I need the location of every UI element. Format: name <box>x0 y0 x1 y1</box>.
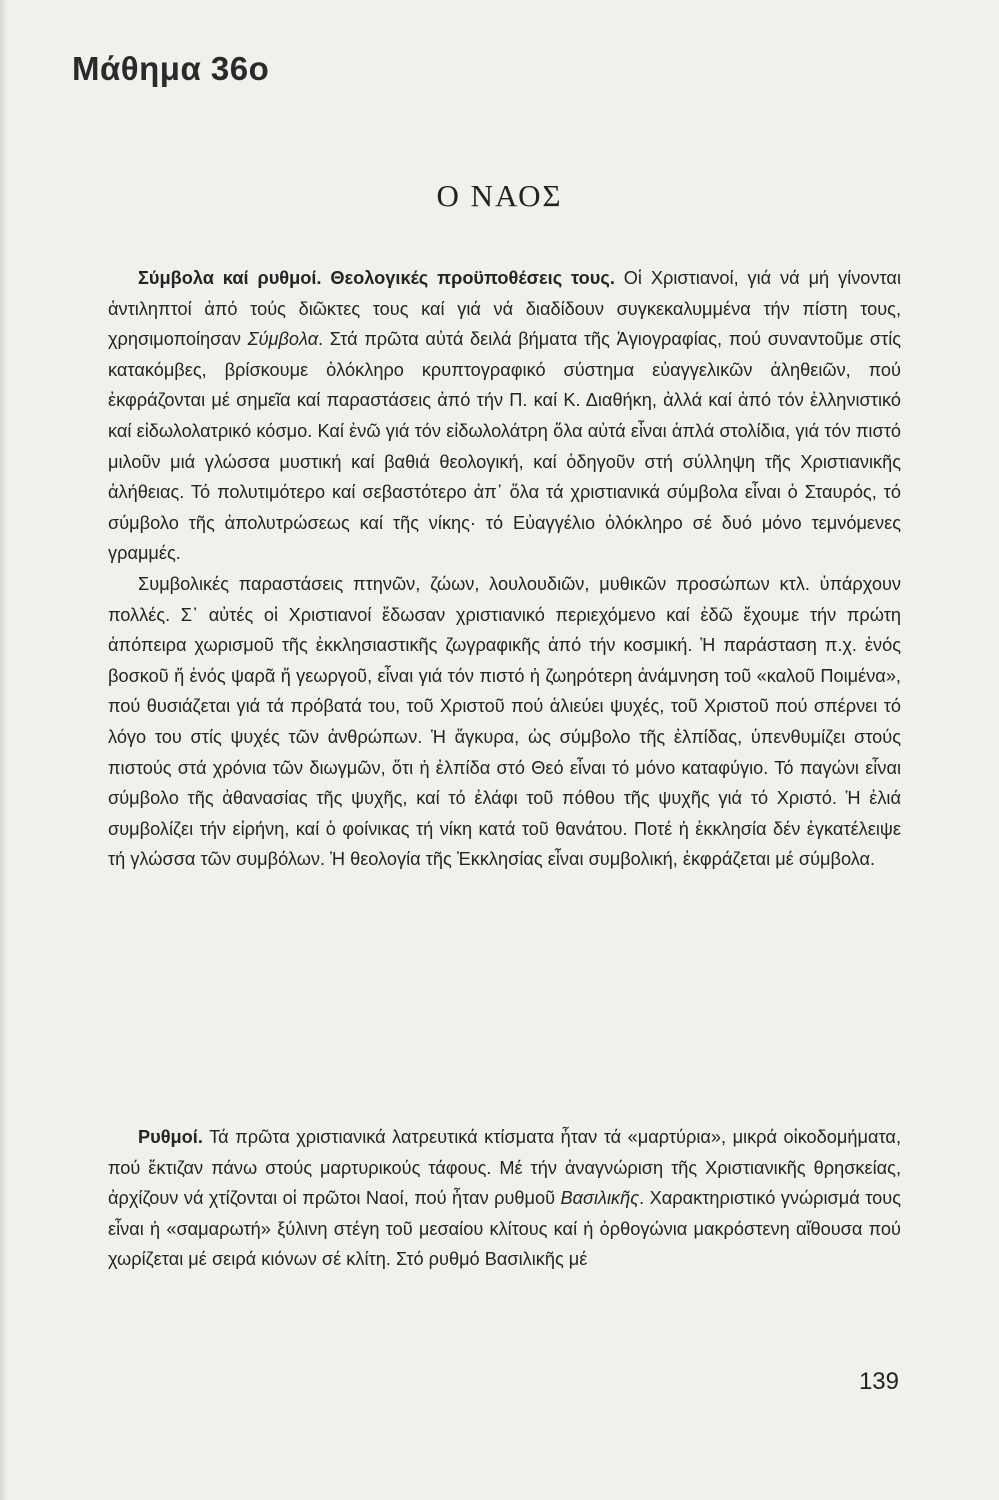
paragraph-text: . Χαρακτηριστικό γνώρισμά τους εἶναι ἡ «σαμαρωτή» ξύλινη στέγη τοῦ μεσαίου κλίτους καί ἡ ὀρθογώνια μακρόστενη αἴθουσα πού χωρίζεται μέ σειρά κιόνων σέ κλίτη. Στό ρυθμό Βασιλικῆς μέ <box>108 1188 901 1270</box>
styles-text-block <box>108 1122 901 1275</box>
page-edge-shadow <box>0 0 8 1500</box>
paragraph-symbols <box>108 263 901 569</box>
paragraph-heading: Ρυθμοί. <box>138 1127 203 1147</box>
lesson-heading: Μάθημα 36ο <box>72 50 270 87</box>
paragraph-styles <box>108 1122 901 1275</box>
emphasis-term: Βασιλικῆς <box>560 1188 640 1209</box>
chapter-title: Ο ΝΑΟΣ <box>436 178 563 213</box>
main-text-block <box>108 263 901 875</box>
paragraph-symbolic-depictions: Συμβολικές παραστάσεις πτηνῶν, ζώων, λουλουδιῶν, μυθικῶν προσώπων κτλ. ὑπάρχουν πολλές. Σ᾿ αὐτές οἱ Χριστιανοί ἔδωσαν χριστιανικό περιεχόμενο καί ἐδῶ ἔχουμε τήν πρώτη ἀπόπειρα χωρισμοῦ τῆς ἐκκλησιαστικῆς ζωγραφικῆς ἀπό τήν κοσμική. Ἡ παράσταση π.χ. ἑνός βοσκοῦ ἤ ἑνός ψαρᾶ ἤ γεωργοῦ, εἶναι γιά τόν πιστό ἡ ζωηρότερη ἀνάμνηση τοῦ «καλοῦ Ποιμένα», πού θυσιάζεται γιά τά πρόβατά του, τοῦ Χριστοῦ πού ἁλιεύει ψυχές, τοῦ Χριστοῦ πού σπέρνει τό λόγο του στίς ψυχές τῶν ἀνθρώπων. Ἡ ἄγκυρα, ὡς σύμβολο τῆς ἐλπίδας, ὑπενθυμίζει στούς πιστούς στά χρόνια τῶν διωγμῶν, ὅτι ἡ ἐλπίδα στό Θεό εἶναι τό μόνο καταφύγιο. Τό παγώνι εἶναι σύμβολο τῆς ἀθανασίας τῆς ψυχῆς, καί τό ἐλάφι τοῦ πόθου τῆς ψυχῆς γιά τό Χριστό. Ἡ ἐλιά συμβολίζει τήν εἰρήνη, καί ὁ φοίνικας τή νίκη κατά τοῦ θανάτου. Ποτέ ἡ ἐκκλησία δέν ἐγκατέλειψε τή γλώσσα τῶν συμβόλων. Ἡ θεολογία τῆς Ἐκκλησίας εἶναι συμβολική, ἐκφράζεται μέ σύμβολα. <box>108 573 901 870</box>
paragraph-text: Οἱ Χριστιανοί, γιά νά μή γίνονται ἀντιληπτοί ἀπό τούς διῶκτες τους καί γιά νά διαδίδουν συγκεκαλυμμένα τήν πίστη τους, χρησιμοποίησαν <box>108 268 901 350</box>
page-number: 139 <box>858 1368 899 1395</box>
paragraph-text: . Στά πρῶτα αὐτά δειλά βήματα τῆς Ἁγιογραφίας, πού συναντοῦμε στίς κατακόμβες, βρίσκουμε ὁλόκληρο κρυπτογραφικό σύστημα εὐαγγελικῶν ἀληθειῶν, πού ἐκφράζονται μέ σημεῖα καί παραστάσεις ἀπό τήν Π. καί Κ. Διαθήκη, ἀλλά καί ἀπό τόν ἑλληνιστικό καί εἰδωλολατρικό κόσμο. Καί ἐνῶ γιά τόν εἰδωλολάτρη ὅλα αὐτά εἶναι ἁπλά στολίδια, γιά τόν πιστό μιλοῦν μιά γλώσσα μυστική καί βαθιά θεολογική, καί ὁδηγοῦν στή σύλληψη τῆς Χριστιανικῆς ἀλήθειας. Τό πολυτιμότερο καί σεβαστότερο ἀπ᾿ ὅλα τά χριστιανικά σύμβολα εἶναι ὁ Σταυρός, τό σύμβολο τῆς ἀπολυτρώσεως καί τῆς νίκης· τό Εὐαγγέλιο ὁλόκληρο σέ δυό μόνο τεμνόμενες γραμμές. <box>108 329 901 564</box>
paragraph-heading: Σύμβολα καί ρυθμοί. Θεολογικές προϋποθέσεις τους. <box>138 268 615 288</box>
emphasis-term: Σύμβολα <box>247 329 319 350</box>
paragraph-text: Τά πρῶτα χριστιανικά λατρευτικά κτίσματα ἦταν τά «μαρτύρια», μικρά οἰκοδομήματα, πού ἔκτιζαν πάνω στούς μαρτυρικούς τάφους. Μέ τήν ἀναγνώριση τῆς Χριστιανικῆς θρησκείας, ἀρχίζουν νά χτίζονται οἱ πρῶτοι Ναοί, πού ἦταν ρυθμοῦ <box>108 1127 901 1209</box>
